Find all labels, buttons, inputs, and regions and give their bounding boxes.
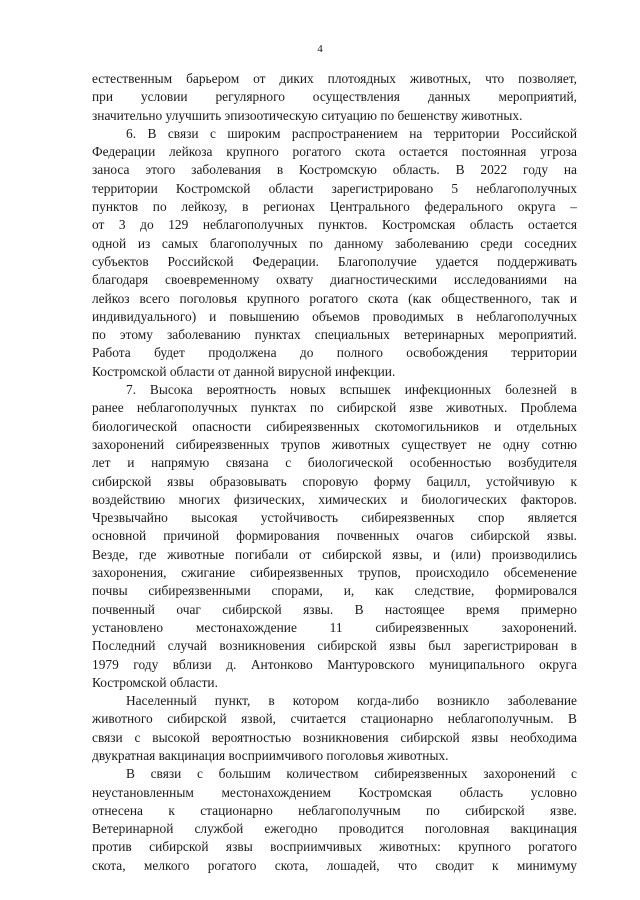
text-line: заноса этого заболевания в Костромскую область. В 2022 году на <box>92 162 577 178</box>
text-line: при условии регулярного осуществления данных мероприятий, <box>92 89 577 105</box>
text-line: пунктов по лейкозу, в регионах Центрального федерального округа – <box>92 199 577 215</box>
text-line: двукратная вакцинация восприимчивого поголовья животных. <box>92 747 449 763</box>
text-line: одной из самых благополучных по данному заболеванию среди соседних <box>92 235 577 251</box>
text-line: 6. В связи с широким распространением на территории Российской <box>126 125 577 141</box>
text-line: захоронений сибиреязвенных трупов животных существует не одну сотню <box>92 436 577 452</box>
text-line: значительно улучшить эпизоотическую ситуацию по бешенству животных. <box>92 107 523 123</box>
text-line: почвенный очаг сибирской язвы. В настоящее время примерно <box>92 601 577 617</box>
text-line: животного сибирской язвой, считается стационарно неблагополучным. В <box>92 711 577 727</box>
text-line: основной причиной формирования почвенных очагов сибирской язвы. <box>92 528 577 544</box>
text-line: Чрезвычайно высокая устойчивость сибиреязвенных спор является <box>92 510 577 526</box>
body-text <box>92 70 577 875</box>
page-number: 4 <box>317 43 323 55</box>
text-line: по этому заболеванию пунктах специальных ветеринарных мероприятий. <box>92 327 577 343</box>
text-line: территории Костромской области зарегистрировано 5 неблагополучных <box>92 180 577 196</box>
text-line: воздействию многих физических, химических и биологических факторов. <box>92 491 577 507</box>
text-line: установлено местонахождение 11 сибиреязвенных захоронений. <box>92 619 577 635</box>
text-line: ранее неблагополучных пунктах по сибирской язве животных. Проблема <box>92 400 577 416</box>
text-line: В связи с большим количеством сибиреязвенных захоронений с <box>126 766 577 782</box>
text-line: биологической опасности сибиреязвенных скотомогильников и отдельных <box>92 418 577 434</box>
text-line: Костромской области. <box>92 674 218 690</box>
text-line: скота, мелкого рогатого скота, лошадей, что сводит к минимуму <box>92 857 577 873</box>
text-line: Последний случай возникновения сибирской язвы был зарегистрирован в <box>92 638 577 654</box>
text-line: 7. Высока вероятность новых вспышек инфекционных болезней в <box>126 382 577 398</box>
text-line: захоронения, сжигание сибиреязвенных трупов, происходило обсеменение <box>92 565 577 581</box>
text-line: почвы сибиреязвенными спорами, и, как следствие, формировался <box>92 583 577 599</box>
text-line: Работа будет продолжена до полного освобождения территории <box>92 345 577 361</box>
text-line: неустановленным местонахождением Костромская область условно <box>92 784 577 800</box>
text-line: индивидуального) и повышению объемов проводимых в неблагополучных <box>92 308 577 324</box>
text-line: связи с высокой вероятностью возникновения сибирской язвы необходима <box>92 729 577 745</box>
text-line: 1979 году вблизи д. Антонково Мантуровского муниципального округа <box>92 656 577 672</box>
text-line: отнесена к стационарно неблагополучным по сибирской язве. <box>92 802 577 818</box>
text-line: Населенный пункт, в котором когда-либо возникло заболевание <box>126 693 577 709</box>
text-line: сибирской язвы образовывать споровую форму бацилл, устойчивую к <box>92 473 577 489</box>
text-line: против сибирской язвы восприимчивых животных: крупного рогатого <box>92 839 577 855</box>
text-line: лет и напрямую связана с биологической особенностью возбудителя <box>92 455 577 471</box>
text-line: Везде, где животные погибали от сибирской язвы, и (или) производились <box>92 546 577 562</box>
text-line: естественным барьером от диких плотоядных животных, что позволяет, <box>92 71 577 86</box>
text-line: субъектов Российской Федерации. Благополучие удается поддерживать <box>92 253 577 269</box>
text-line: от 3 до 129 неблагополучных пунктов. Костромская область остается <box>92 217 577 233</box>
text-line: благодаря своевременному охвату диагностическими исследованиями на <box>92 272 577 288</box>
text-line: лейкоз всего поголовья крупного рогатого скота (как общественного, так и <box>92 290 577 306</box>
text-line: Федерации лейкоза крупного рогатого скота остается постоянная угроза <box>92 144 577 160</box>
text-line: Костромской области от данной вирусной инфекции. <box>92 363 396 379</box>
text-line: Ветеринарной службой ежегодно проводится поголовная вакцинация <box>92 821 577 837</box>
